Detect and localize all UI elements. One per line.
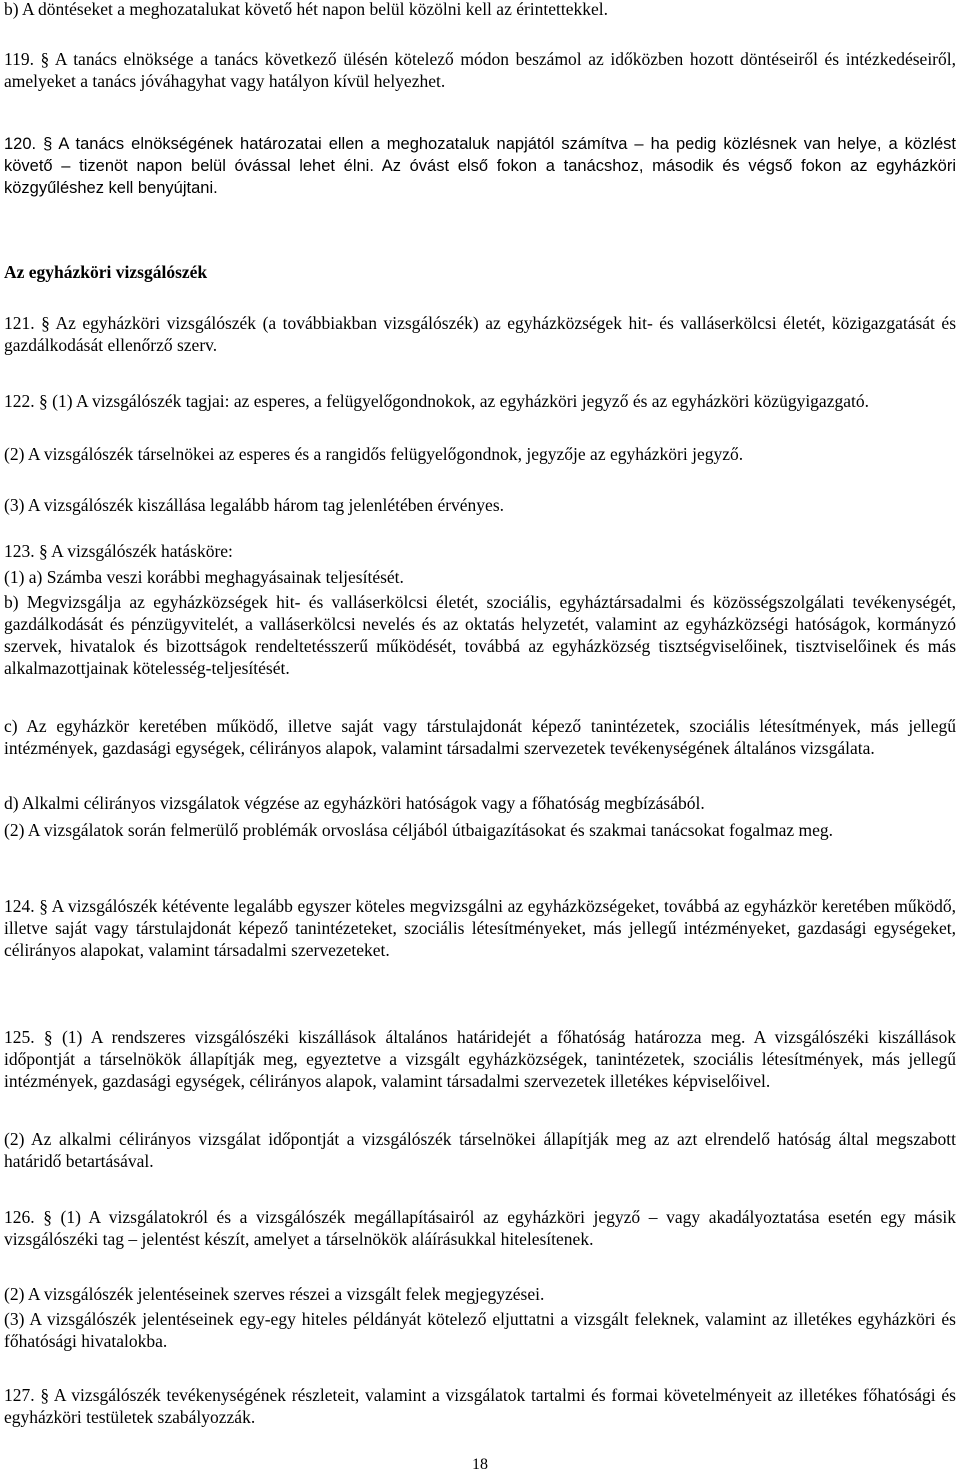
paragraph-123-b: b) Megvizsgálja az egyházközségek hit- és valláserkölcsi életét, szociális, egyháztársadalmi és közösségszolgálati tevékenységét, gazdálkodását és pénzügyvitelét, a valláserkölcsi nevelés és az oktatás helyzetét, valamint az egyházközségi hatóságok, kormányzó szervek, hivatalok és bizottságok rendeltetésszerű működését, továbbá az egyházközség tisztségviselőinek, tisztviselőinek és más alkalmazottjainak kötelesség-teljesítését. xyxy=(4,592,956,678)
paragraph-123-2: (2) A vizsgálatok során felmerülő problémák orvoslása céljából útbaigazításokat és szakmai tanácsokat fogalmaz meg. xyxy=(4,820,834,840)
paragraph-123-a: (1) a) Számba veszi korábbi meghagyásainak teljesítését. xyxy=(4,567,404,587)
paragraph-123-c: c) Az egyházkör keretében működő, illetve saját vagy társtulajdonát képező tanintézetek, szociális létesítmények, más jellegű intézmények, gazdasági egységek, célirányos alapok, valamint társadalmi szervezetek tevékenységének általános vizsgálata. xyxy=(4,716,956,758)
paragraph-122-1: 122. § (1) A vizsgálószék tagjai: az esperes, a felügyelőgondnokok, az egyházköri jegyző és az egyházköri közügyigazgató. xyxy=(4,391,869,411)
paragraph-126-1: 126. § (1) A vizsgálatokról és a vizsgálószék megállapításairól az egyházköri jegyző – vagy akadályoztatása esetén egy másik vizsgálószéki tag – jelentést készít, amelyet a társelnökök aláírásukkal hitelesítenek. xyxy=(4,1207,956,1249)
paragraph-121: 121. § Az egyházköri vizsgálószék (a továbbiakban vizsgálószék) az egyházközségek hit- és valláserkölcsi életét, közigazgatását és gazdálkodását ellenőrző szerv. xyxy=(4,313,956,355)
paragraph-125-1: 125. § (1) A rendszeres vizsgálószéki kiszállások általános határidejét a főhatóság határozza meg. A vizsgálószéki kiszállások időpontját a társelnökök állapítják meg, egyeztetve a vizsgált egyházközségek, tanintézetek, szociális létesítmények, más jellegű intézmények, gazdasági egységek, célirányos alapok, valamint társadalmi szervezetek illetékes képviselőivel. xyxy=(4,1027,956,1091)
paragraph-b: b) A döntéseket a meghozatalukat követő hét napon belül közölni kell az érintettekkel. xyxy=(4,0,609,19)
paragraph-123-d: d) Alkalmi célirányos vizsgálatok végzése az egyházköri hatóságok vagy a főhatóság megbízásából. xyxy=(4,793,705,813)
paragraph-127: 127. § A vizsgálószék tevékenységének részleteit, valamint a vizsgálatok tartalmi és formai követelményeit az illetékes főhatósági és egyházköri testületek szabályozzák. xyxy=(4,1385,956,1427)
paragraph-120: 120. § A tanács elnökségének határozatai ellen a meghozataluk napjától számítva – ha pedig közlésnek van helye, a közlést követő – tizenöt napon belül óvással lehet élni. Az óvást első fokon a tanácshoz, második és végső fokon az egyházköri közgyűléshez kell benyújtani. xyxy=(4,135,956,197)
paragraph-122-2: (2) A vizsgálószék társelnökei az esperes és a rangidős felügyelőgondnok, jegyzője az egyházköri jegyző. xyxy=(4,444,744,464)
paragraph-124: 124. § A vizsgálószék kétévente legalább egyszer köteles megvizsgálni az egyházközségeket, továbbá az egyházkör keretében működő, illetve saját vagy társtulajdonát képező tanintézeteket, szociális létesítményeket, más jellegű intézményeket, gazdasági egységeket, célirányos alapokat, valamint társadalmi szervezeteket. xyxy=(4,896,956,960)
section-heading: Az egyházköri vizsgálószék xyxy=(4,262,208,282)
paragraph-125-2: (2) Az alkalmi célirányos vizsgálat időpontját a vizsgálószék társelnökei állapítják meg az azt elrendelő hatóság által megszabott határidő betartásával. xyxy=(4,1129,956,1171)
paragraph-119: 119. § A tanács elnöksége a tanács következő ülésén kötelező módon beszámol az időközben hozott döntéseiről és intézkedéseiről, amelyeket a tanács jóváhagyhat vagy hatályon kívül helyezhet. xyxy=(4,49,956,91)
paragraph-126-2: (2) A vizsgálószék jelentéseinek szerves részei a vizsgált felek megjegyzései. xyxy=(4,1284,545,1304)
paragraph-123-head: 123. § A vizsgálószék hatásköre: xyxy=(4,541,233,561)
paragraph-126-3: (3) A vizsgálószék jelentéseinek egy-egy hiteles példányát kötelező eljuttatni a vizsgált feleknek, valamint az illetékes egyházköri és főhatósági hivatalokba. xyxy=(4,1309,956,1351)
page-number: 18 xyxy=(472,1456,488,1473)
paragraph-122-3: (3) A vizsgálószék kiszállása legalább három tag jelenlétében érvényes. xyxy=(4,495,505,515)
